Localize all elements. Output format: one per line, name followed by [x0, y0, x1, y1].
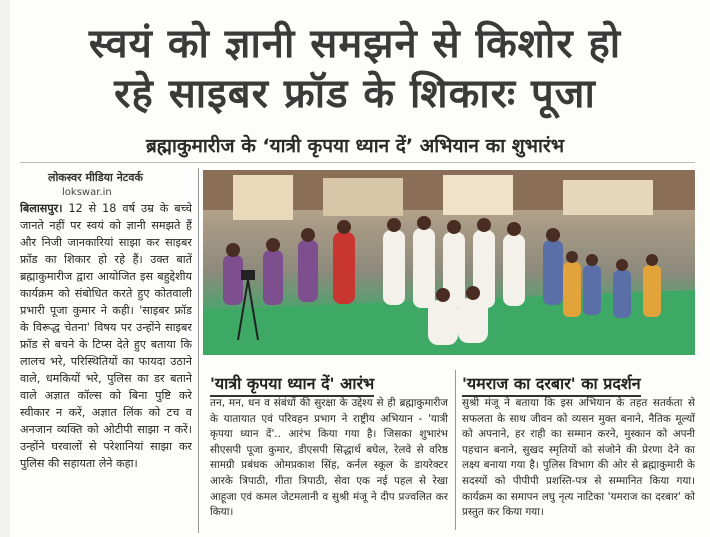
section-divider — [455, 370, 456, 530]
subheadline: ब्रह्माकुमारीज के ‘यात्री कृपया ध्यान दें’ अभियान का शुभारंभ — [145, 135, 565, 157]
dateline: बिलासपुर। — [20, 202, 63, 215]
headline-line-1: स्वयं को ज्ञानी समझने से किशोर हो — [88, 21, 622, 67]
section-1-text: तन, मन, धन व संबंधों की सुरक्षा के उद्देश्य से ही ब्रह्माकुमारीज के यातायात एवं परिवहन प्रभाग ने राष्ट्रीय अभियान - 'यात्री कृपया ध्यान दें'.. आरंभ किया गया है। जिसका शुभारंभ सीएसपी पूजा कुमार, डीएसपी सिद्धार्थ बघेल, रेलवे से वरिष्ठ सामग्री प्रबंधक ओमप्रकाश सिंह, कर्नल स्कूल के डायरेक्टर आरके त्रिपाठी, गीता त्रिपाठी, सेवा एक नई पहल से रेखा आहूजा एवं कमल जेटमलानी व सुश्री मंजू ने दीप प्रज्वलित कर किया। — [210, 397, 448, 519]
section-2-title: 'यमराज का दरबार' का प्रदर्शन — [462, 372, 641, 397]
left-column-paragraph: 12 से 18 वर्ष उम्र के बच्चे जानते नहीं पर स्वयं को ज्ञानी समझते हैं और निजी जानकारियां साझा कर साइबर फ्रॉड का शिकार हो रहे हैं। उक्त बातें ब्रह्माकुमारीज द्वारा आयोजित इस बहुद्देशीय कार्यक्रम को संबोधित करते हुए कोतवाली प्रभारी पूजा कुमार ने कही। 'साइबर फ्रॉड के विरूद्ध चेतना' विषय पर उन्होंने साइबर फ्रॉड से बचने के टिप्स देते हुए बताया कि लालच भरे, परिस्थितियों का फायदा उठाने वाले, धमकियों भरे, पुलिस का डर बताने वाले अज्ञात कॉल्स को बिना पुष्टि करे स्वीकार न करें, अज्ञात लिंक को टच व अनजान व्यक्ति को ओटीपी साझा न करें। उन्होंने घरवालों से परेशानियां साझा कर पुलिस की सहायता लेने कहा। — [20, 202, 192, 470]
section-1-title: 'यात्री कृपया ध्यान दें' आरंभ — [210, 372, 374, 397]
event-photo — [203, 170, 695, 355]
byline-agency: लोकस्वर मीडिया नेटवर्क — [48, 171, 143, 184]
divider — [20, 162, 695, 163]
column-divider — [198, 168, 199, 533]
event-photo-illustration — [203, 170, 695, 355]
byline-website: lokswar.in — [62, 187, 112, 198]
left-column-article — [20, 200, 192, 535]
headline-line-2: रहे साइबर फ्रॉड के शिकारः पूजा — [114, 71, 596, 117]
section-2-text: सुश्री मंजू ने बताया कि इस अभियान के तहत सतर्कता से सफलता के साथ जीवन को व्यसन मुक्त बनाने, नैतिक मूल्यों को अपनाने, हर राही का सम्मान करने, मुस्कान को अपनी पहचान बनाने, सुखद स्मृतियों को संजोने की प्रेरणा देने का लक्ष्य बनाया गया है। पुलिस विभाग की ओर से ब्रह्माकुमारी के सदस्यों को पीपीपी प्रशस्ति-पत्र से सम्मानित किया गया। कार्यक्रम का समापन लघु नृत्य नाटिका 'यमराज का दरबार' को प्रस्तुत कर किया गया। — [462, 397, 695, 519]
